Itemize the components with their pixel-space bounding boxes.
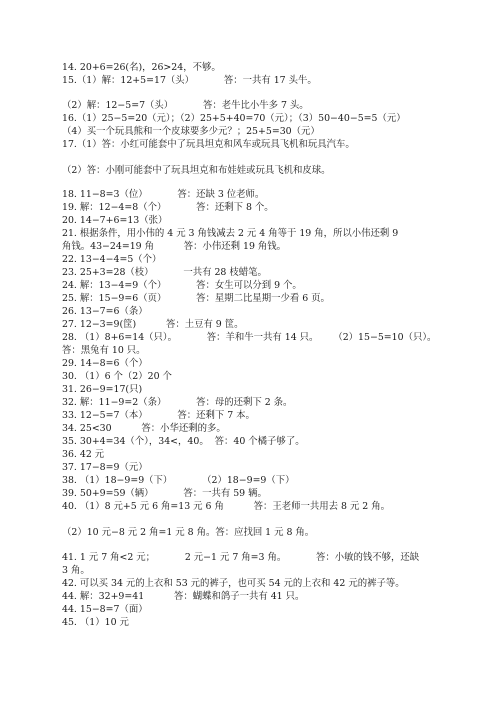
answer-line-18: 18. 11−8=3（位） 答：还缺 3 位老师。 — [62, 189, 265, 200]
answer-line-17-2: （2）答：小刚可能套中了玩具坦克和布娃娃或玩具飞机和皮球。 — [62, 165, 331, 176]
answer-line-45: 45. （1）10 元 — [62, 617, 129, 628]
answer-line-42: 42. 可以买 34 元的上衣和 53 元的裤子，也可买 54 元的上衣和 42 元的裤子等。 — [62, 578, 405, 589]
answer-line-16-4: （4）买一个玩具熊和一个皮球要多少元？；25+5=30（元） — [62, 126, 320, 137]
answer-line-44a: 44. 解：32+9=41 答：蝴蝶和鸽子一共有 41 只。 — [62, 591, 305, 602]
answer-line-44b: 44. 15−8=7（面） — [62, 604, 148, 615]
answer-line-17-1: 17.（1）答：小红可能套中了玩具坦克和风车或玩具飞机和玩具汽车。 — [62, 139, 355, 150]
answer-line-34: 34. 25<30 答：小华还剩的多。 — [62, 423, 226, 434]
answer-line-40-2: （2）10 元−8 元 2 角=1 元 8 角。答：应找回 1 元 8 角。 — [62, 527, 315, 538]
answer-line-35: 35. 30+4=34（个），34<，40。 答：40 个橘子够了。 — [62, 436, 305, 447]
answer-line-23: 23. 25+3=28（枝） 一共有 28 枝蜡笔。 — [62, 267, 267, 278]
answer-line-16: 16.（1）25−5=20（元）；（2）25+5+40=70（元）；（3）50−40−5=5（元） — [62, 113, 406, 124]
answer-line-41: 41. 1 元 7 角<2 元； 2 元−1 元 7 角=3 角。 答：小敏的钱不够，还缺 — [62, 552, 420, 563]
answer-line-14: 14. 20+6=26(名)，26>24，不够。 — [62, 62, 221, 73]
answer-line-15-2: （2）解：12−5=7（头） 答：老牛比小牛多 7 头。 — [62, 100, 309, 111]
answer-line-38: 38. （1）18−9=9（下） （2）18−9=9（下） — [62, 475, 295, 486]
answer-line-40-1: 40. （1）8 元+5 元 6 角=13 元 6 角 答：王老师一共用去 8 元 2 角。 — [62, 501, 390, 512]
answer-line-31: 31. 26−9=17(只) — [62, 384, 143, 395]
answer-line-28-cont: 答：黑兔有 10 只。 — [62, 345, 146, 356]
answer-line-22: 22. 13−4−4=5（个） — [62, 254, 162, 265]
answer-line-37: 37. 17−8=9（元） — [62, 462, 148, 473]
answer-line-20: 20. 14−7+6=13（张） — [62, 215, 168, 226]
answer-line-24: 24. 解：13−4=9（个） 答：女生可以分到 9 个。 — [62, 280, 302, 291]
answer-line-26: 26. 13−7=6（条） — [62, 306, 148, 317]
answer-line-21-cont: 角钱。43−24=19 角 答：小伟还剩 19 角钱。 — [62, 241, 287, 252]
answer-line-27: 27. 12−3=9(筐) 答：土豆有 9 筐。 — [62, 319, 244, 330]
answer-line-30: 30. （1）6 个（2）20 个 — [62, 371, 172, 382]
answer-line-28: 28. （1）8+6=14（只）。 答：羊和牛一共有 14 只。 （2）15−5=10（只）。 — [62, 332, 437, 343]
answer-line-21: 21. 根据条件，用小伟的 4 元 3 角钱减去 2 元 4 角等于 19 角，所以小伟还剩 9 — [62, 228, 399, 239]
answer-line-36: 36. 42 元 — [62, 449, 105, 460]
answer-line-19: 19. 解：12−4=8（个） 答：还剩下 8 个。 — [62, 202, 274, 213]
answer-line-39: 39. 50+9=59（辆） 答：一共有 59 辆。 — [62, 488, 267, 499]
answer-line-33: 33. 12−5=7（本） 答：还剩下 7 本。 — [62, 410, 255, 421]
answer-line-32: 32. 解：11−9=2（条） 答：母的还剩下 2 条。 — [62, 397, 293, 408]
answer-line-29: 29. 14−8=6（个） — [62, 358, 148, 369]
answer-line-25: 25. 解：15−9=6（页） 答：星期二比星期一少看 6 页。 — [62, 293, 330, 304]
answer-line-15-1: 15.（1）解：12+5=17（头） 答：一共有 17 头牛。 — [62, 75, 317, 86]
answer-line-41-cont: 3 角。 — [62, 565, 90, 576]
